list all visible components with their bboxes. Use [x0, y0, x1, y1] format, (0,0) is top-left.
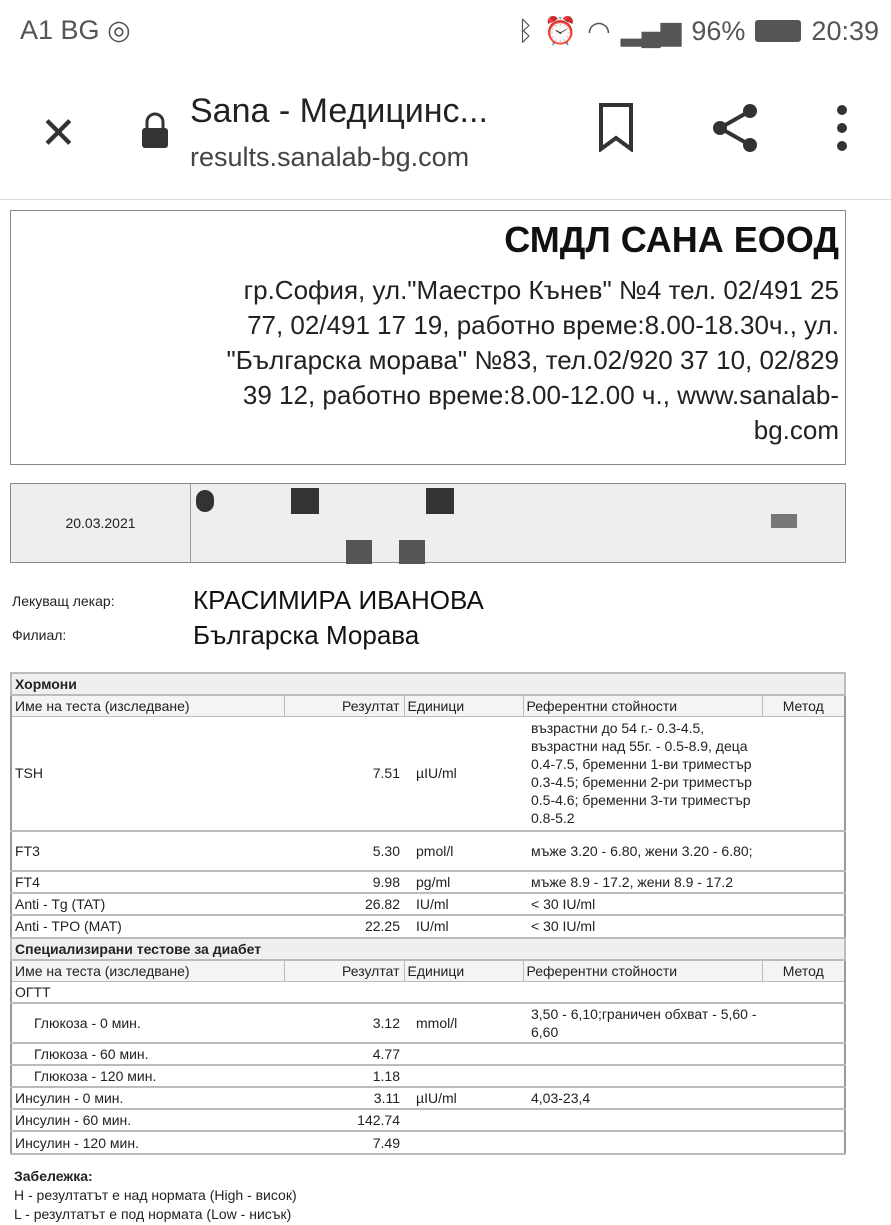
test-units	[404, 1065, 523, 1087]
test-method	[762, 717, 845, 831]
redacted-patient-data	[191, 484, 845, 562]
test-method	[762, 1003, 845, 1043]
test-result: 142.74	[284, 1109, 404, 1131]
test-result	[284, 981, 404, 1003]
doctor-label: Лекуващ лекар:	[12, 593, 115, 609]
test-reference: < 30 IU/ml	[523, 915, 762, 938]
bluetooth-icon: ᛒ	[517, 15, 534, 46]
test-units	[404, 1131, 523, 1154]
note	[14, 1167, 297, 1224]
carrier: A1 BG	[20, 15, 100, 45]
note-title: Забележка:	[14, 1168, 93, 1184]
note-line: L - резултатът е под нормата (Low - нисък)	[14, 1206, 292, 1222]
close-icon[interactable]: ✕	[40, 109, 77, 158]
browser-toolbar	[0, 62, 891, 200]
test-result: 1.18	[284, 1065, 404, 1087]
column-header-units: Единици	[404, 695, 523, 717]
test-name: Глюкоза - 0 мин.	[11, 1003, 284, 1043]
test-method	[762, 1065, 845, 1087]
test-units	[404, 1043, 523, 1065]
test-name: Глюкоза - 60 мин.	[11, 1043, 284, 1065]
table-row	[11, 717, 845, 831]
section-title: Специализирани тестове за диабет	[11, 938, 845, 960]
column-header-ref: Референтни стойности	[523, 960, 762, 982]
column-header-name: Име на теста (изследване)	[11, 695, 284, 717]
lab-header	[10, 210, 846, 465]
table-row	[11, 871, 845, 893]
test-name: Инсулин - 0 мин.	[11, 1087, 284, 1109]
branch-name: Българска Морава	[193, 620, 420, 650]
test-units: µIU/ml	[404, 1087, 523, 1109]
test-name: FT3	[11, 831, 284, 871]
table-row	[11, 981, 845, 1003]
column-header-method: Метод	[762, 960, 845, 982]
test-name: FT4	[11, 871, 284, 893]
test-units: IU/ml	[404, 893, 523, 915]
clock: 20:39	[811, 15, 879, 46]
section-header	[11, 938, 845, 960]
branch-label: Филиал:	[12, 627, 67, 643]
table-row	[11, 893, 845, 915]
bookmark-icon[interactable]	[598, 102, 634, 152]
report-date: 20.03.2021	[11, 484, 191, 562]
test-result: 4.77	[284, 1043, 404, 1065]
column-header-result: Резултат	[284, 960, 404, 982]
test-result: 22.25	[284, 915, 404, 938]
share-icon[interactable]	[710, 102, 762, 154]
table-row	[11, 1065, 845, 1087]
test-reference	[523, 981, 762, 1003]
doctor-name: КРАСИМИРА ИВАНОВА	[193, 585, 484, 615]
test-reference	[523, 1131, 762, 1154]
column-header-units: Единици	[404, 960, 523, 982]
test-reference: възрастни до 54 г.- 0.3-4.5, възрастни над 55г. - 0.5-8.9, деца 0.4-7.5, бременни 1-ви триместър 0.3-4.5; бременни 2-ри триместър 0.5-4.6; бременни 3-ти триместър 0.8-5.2	[523, 717, 762, 831]
test-units: mmol/l	[404, 1003, 523, 1043]
section-header	[11, 673, 845, 695]
test-name: ОГТТ	[11, 981, 284, 1003]
test-method	[762, 981, 845, 1003]
test-reference	[523, 1109, 762, 1131]
results-table	[10, 672, 846, 1155]
test-units: pg/ml	[404, 871, 523, 893]
signal-icon: ▂▄▆	[620, 15, 682, 46]
status-bar	[0, 0, 891, 62]
battery-icon	[755, 20, 801, 42]
page-title: Sana - Медицинс...	[190, 92, 488, 130]
table-row	[11, 1043, 845, 1065]
table-row	[11, 1087, 845, 1109]
test-method	[762, 915, 845, 938]
test-name: Инсулин - 120 мин.	[11, 1131, 284, 1154]
test-result: 9.98	[284, 871, 404, 893]
test-method	[762, 893, 845, 915]
test-name: Anti - Tg (TAT)	[11, 893, 284, 915]
test-method	[762, 1087, 845, 1109]
column-header-row	[11, 695, 845, 717]
test-units: µIU/ml	[404, 717, 523, 831]
test-result: 5.30	[284, 831, 404, 871]
column-header-result: Резултат	[284, 695, 404, 717]
test-result: 7.51	[284, 717, 404, 831]
test-reference	[523, 1065, 762, 1087]
column-header-ref: Референтни стойности	[523, 695, 762, 717]
note-line: H - резултатът е над нормата (High - висок)	[14, 1187, 297, 1203]
test-name: Инсулин - 60 мин.	[11, 1109, 284, 1131]
test-method	[762, 831, 845, 871]
test-method	[762, 871, 845, 893]
test-reference: < 30 IU/ml	[523, 893, 762, 915]
test-reference: 4,03-23,4	[523, 1087, 762, 1109]
test-units: pmol/l	[404, 831, 523, 871]
url[interactable]: results.sanalab-bg.com	[190, 142, 470, 172]
table-row	[11, 915, 845, 938]
wifi-icon: ◠	[587, 15, 611, 46]
test-units	[404, 1109, 523, 1131]
test-method	[762, 1109, 845, 1131]
test-result: 7.49	[284, 1131, 404, 1154]
test-result: 26.82	[284, 893, 404, 915]
column-header-row	[11, 960, 845, 982]
column-header-method: Метод	[762, 695, 845, 717]
test-name: Глюкоза - 120 мин.	[11, 1065, 284, 1087]
patient-info	[10, 483, 846, 563]
test-method	[762, 1131, 845, 1154]
battery-percent: 96%	[691, 15, 746, 46]
test-reference: 3,50 - 6,10;граничен обхват - 5,60 - 6,60	[523, 1003, 762, 1043]
test-reference: мъже 3.20 - 6.80, жени 3.20 - 6.80;	[523, 831, 762, 871]
test-reference	[523, 1043, 762, 1065]
table-row	[11, 1109, 845, 1131]
more-menu-icon[interactable]	[832, 102, 852, 152]
test-name: Anti - TPO (MAT)	[11, 915, 284, 938]
section-title: Хормони	[11, 673, 845, 695]
test-method	[762, 1043, 845, 1065]
test-units	[404, 981, 523, 1003]
alarm-icon: ⏰	[543, 16, 578, 46]
lock-icon	[140, 112, 170, 150]
test-reference: мъже 8.9 - 17.2, жени 8.9 - 17.2	[523, 871, 762, 893]
table-row	[11, 831, 845, 871]
lab-address: гр.София, ул."Маестро Кънев" №4 тел. 02/491 25 77, 02/491 17 19, работно време:8.00-18.30ч., ул. "Българска морава" №83, тел.02/920 37 10, 02/829 39 12, работно време:8.00-12.00 ч., www.sanalab-bg.com	[226, 275, 839, 445]
table-row	[11, 1131, 845, 1154]
column-header-name: Име на теста (изследване)	[11, 960, 284, 982]
test-name: TSH	[11, 717, 284, 831]
test-units: IU/ml	[404, 915, 523, 938]
lab-name: СМДЛ САНА ЕООД	[504, 219, 839, 260]
test-result: 3.12	[284, 1003, 404, 1043]
table-row	[11, 1003, 845, 1043]
instagram-icon: ◎	[107, 15, 131, 45]
test-result: 3.11	[284, 1087, 404, 1109]
